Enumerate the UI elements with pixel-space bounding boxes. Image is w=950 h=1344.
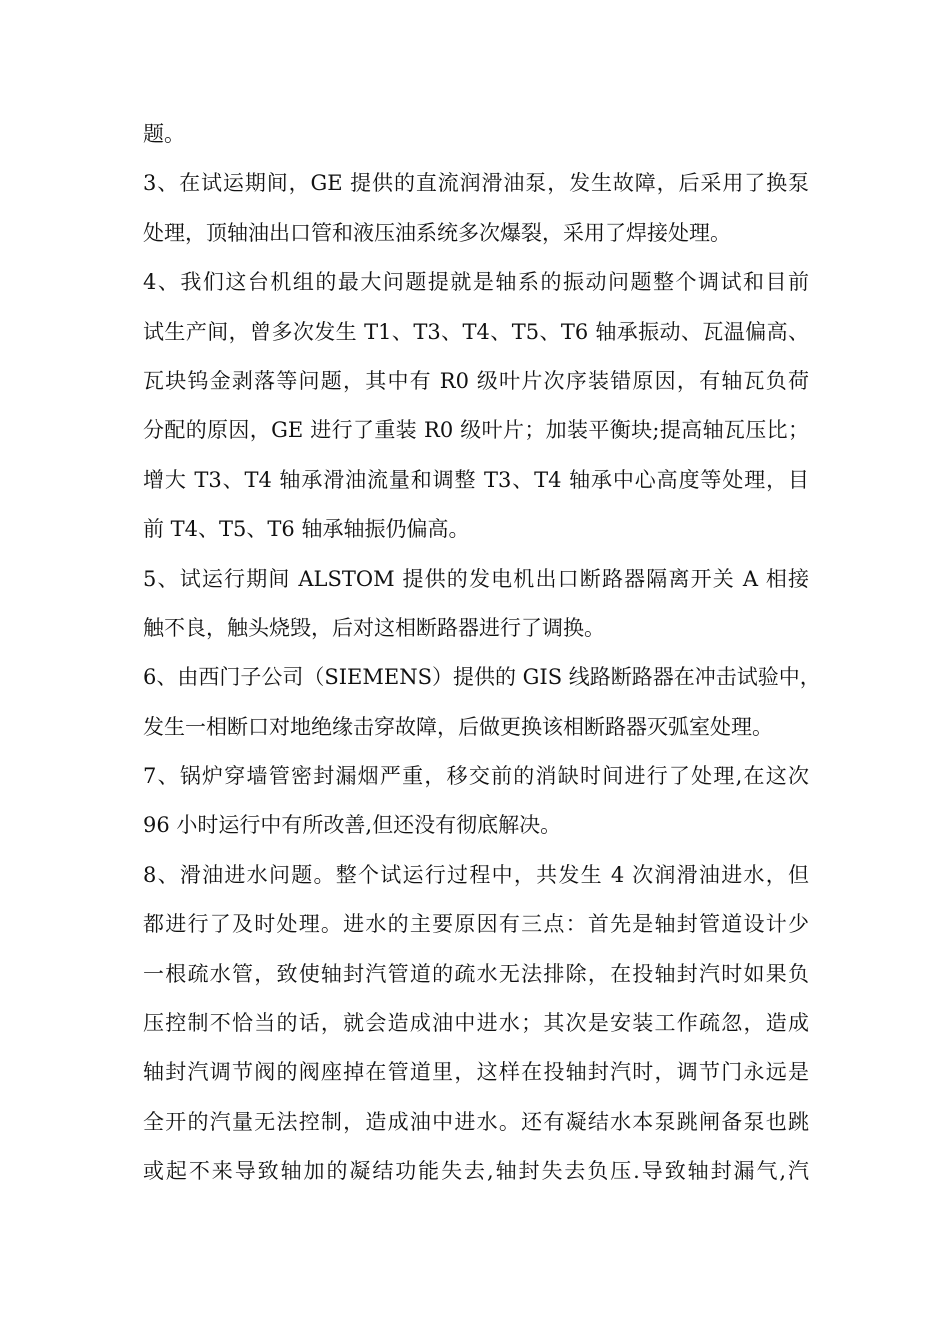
- text-line: 7、锅炉穿墙管密封漏烟严重，移交前的消缺时间进行了处理,在这次: [143, 764, 809, 789]
- text-line: 试生产间，曾多次发生 T1、T3、T4、T5、T6 轴承振动、瓦温偏高、: [143, 319, 809, 344]
- document-body: [143, 110, 821, 1197]
- text-line: 题。: [143, 122, 185, 146]
- text-line: 或起不来导致轴加的凝结功能失去,轴封失去负压.导致轴封漏气,汽: [143, 1159, 809, 1184]
- text-line: 压控制不恰当的话，就会造成油中进水；其次是安装工作疏忽，造成: [143, 1011, 809, 1036]
- text-line: 分配的原因，GE 进行了重装 R0 级叶片；加装平衡块;提高轴瓦压比；: [143, 418, 809, 443]
- text-line: 发生一相断口对地绝缘击穿故障，后做更换该相断路器灭弧室处理。: [143, 714, 773, 739]
- text-line: 5、试运行期间 ALSTOM 提供的发电机出口断路器隔离开关 A 相接: [143, 566, 809, 591]
- text-line: 3、在试运期间，GE 提供的直流润滑油泵，发生故障，后采用了换泵: [143, 171, 809, 196]
- text-line: 增大 T3、T4 轴承滑油流量和调整 T3、T4 轴承中心高度等处理，目: [143, 467, 809, 492]
- text-line: 96 小时运行中有所改善,但还没有彻底解决。: [143, 813, 562, 838]
- text-line: 处理，顶轴油出口管和液压油系统多次爆裂，采用了焊接处理。: [143, 220, 731, 245]
- text-line: 全开的汽量无法控制，造成油中进水。还有凝结水本泵跳闸备泵也跳: [143, 1109, 809, 1134]
- text-line: 4、我们这台机组的最大问题提就是轴系的振动问题整个调试和目前: [143, 270, 809, 295]
- text-line: 都进行了及时处理。进水的主要原因有三点：首先是轴封管道设计少: [143, 912, 809, 937]
- text-line: 前 T4、T5、T6 轴承轴振仍偏高。: [143, 517, 470, 542]
- text-line: 触不良，触头烧毁，后对这相断路器进行了调换。: [143, 615, 605, 640]
- text-line: 瓦块钨金剥落等问题，其中有 R0 级叶片次序装错原因，有轴瓦负荷: [143, 368, 809, 393]
- text-line: 6、由西门子公司（SIEMENS）提供的 GIS 线路断路器在冲击试验中，: [143, 665, 821, 690]
- text-line: 轴封汽调节阀的阀座掉在管道里，这样在投轴封汽时，调节门永远是: [143, 1060, 809, 1085]
- text-line: 8、滑油进水问题。整个试运行过程中，共发生 4 次润滑油进水，但: [143, 862, 809, 887]
- text-line: 一根疏水管，致使轴封汽管道的疏水无法排除，在投轴封汽时如果负: [143, 961, 809, 986]
